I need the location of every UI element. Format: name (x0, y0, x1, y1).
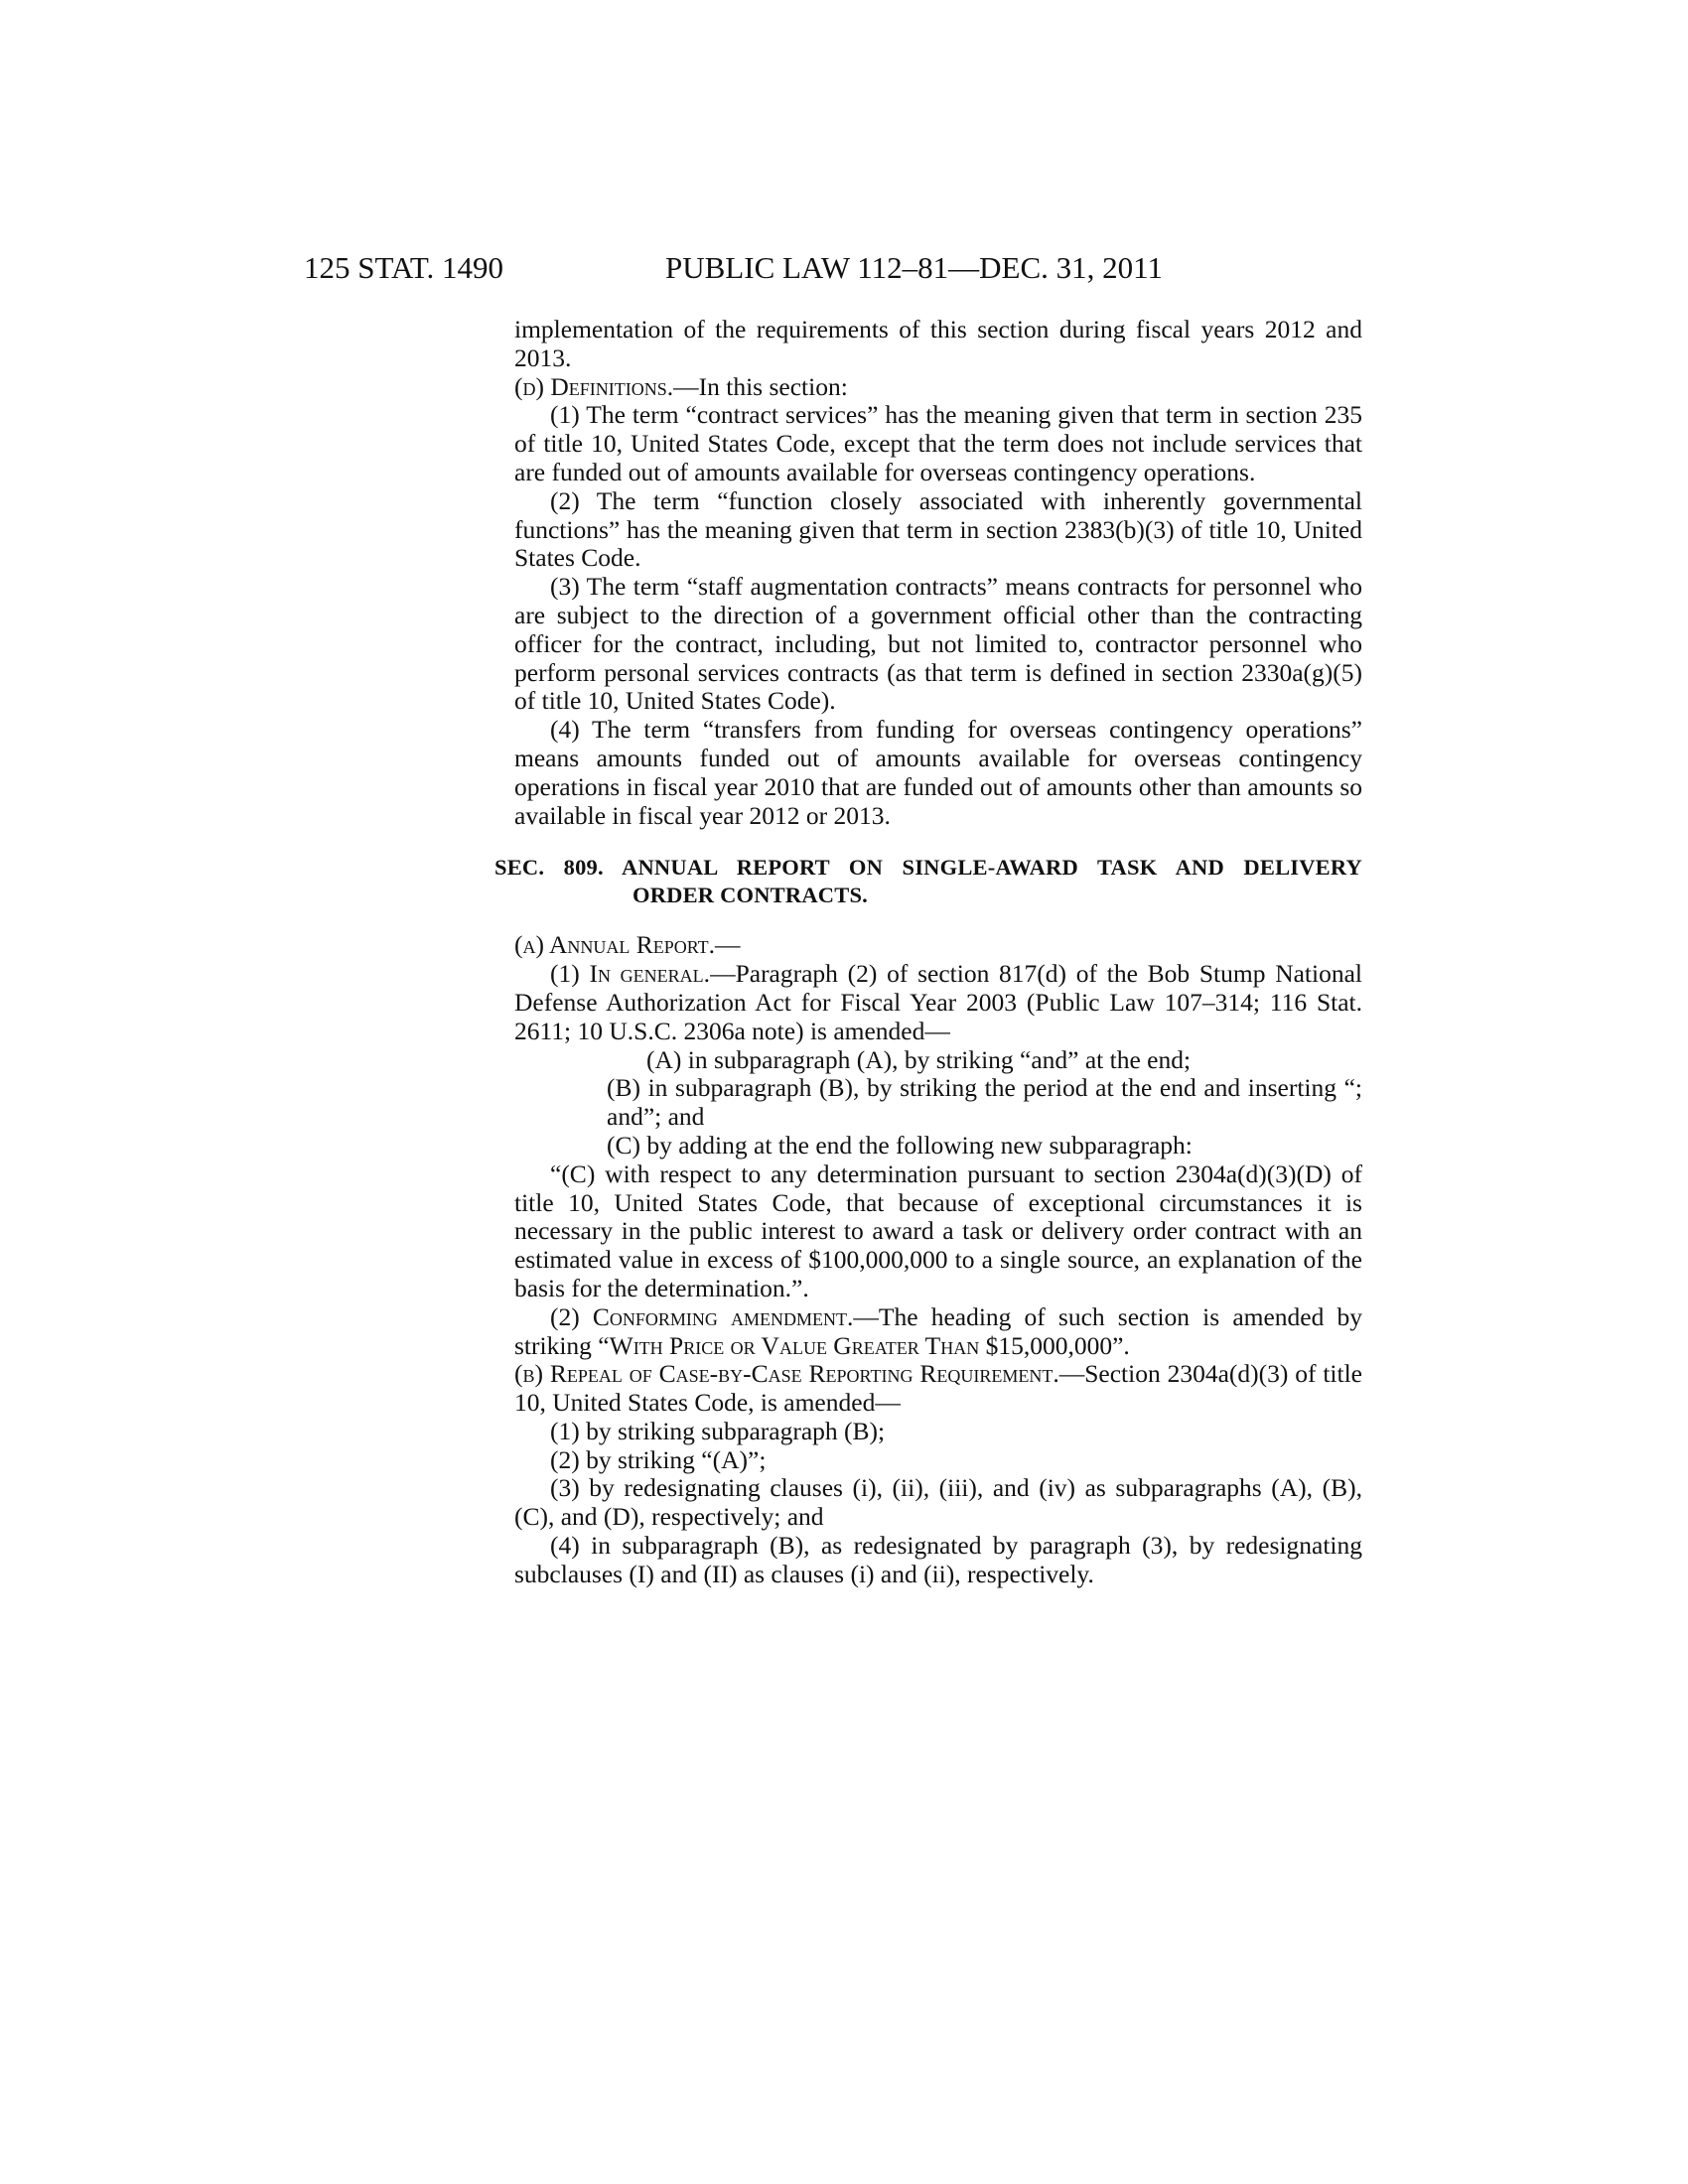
continued-paragraph: implementation of the requirements of this section during fiscal years 2012 and 2013. (514, 315, 1362, 372)
statute-page-number: 125 STAT. 1490 (304, 250, 504, 285)
paragraph-b4: (4) in subparagraph (B), as redesignated by paragraph (3), by redesignating subclauses (I) and (II) as clauses (i) and (ii), respectively. (514, 1531, 1362, 1588)
paragraph-a2-struck-heading: With Price or Value Greater Than (609, 1330, 980, 1360)
paragraph-a2-text-1: —The heading of such section is amended by striking “ (514, 1301, 1362, 1360)
definition-1: (1) The term “contract services” has the meaning given that term in section 235 of title 10, United States Code, except that the term does not include services that are funded out of amounts available for overseas contingency operations. (514, 400, 1362, 486)
paragraph-a1-text: —Paragraph (2) of section 817(d) of the Bob Stump National Defense Authorization Act for Fiscal Year 2003 (Public Law 107–314; 116 Stat. 2611; 10 U.S.C. 2306a note) is amended— (514, 959, 1363, 1045)
definition-2: (2) The term “function closely associated with inherently governmental functions” has the meaning given that term in section 2383(b)(3) of title 10, United States Code. (514, 485, 1362, 573)
section-heading-line-1: SEC. 809. ANNUAL REPORT ON SINGLE-AWARD TASK AND DELIVERY (494, 855, 1362, 881)
paragraph-a2-heading: (2) Conforming amendment. (550, 1301, 854, 1331)
document-body (494, 315, 1363, 1589)
paragraph-b1: (1) by striking subparagraph (B); (550, 1416, 886, 1445)
paragraph-a1-heading: (1) In general. (550, 959, 711, 989)
public-law-title: PUBLIC LAW 112–81—DEC. 31, 2011 (665, 250, 1163, 285)
subsection-a-heading (514, 931, 1362, 960)
subparagraph-c (567, 1132, 1362, 1160)
quoted-amendment: “(C) with respect to any determination pursuant to section 2304a(d)(3)(D) of title 10, United States Code, that because of exceptional circumstances it is necessary in the public interest to award a task or delivery order contract with an estimated value in excess of $100,000,000 to a single source, an explanation of the basis for the determination.”. (514, 1159, 1362, 1302)
subsection-b-text: —Section 2304a(d)(3) of title 10, United States Code, is amended— (514, 1359, 1363, 1418)
section-heading (494, 854, 1362, 909)
subparagraph-c-text: (C) by adding at the end the following new subparagraph: (607, 1130, 1193, 1160)
subsection-d-text: —In this section: (673, 371, 848, 401)
subsection-b (514, 1360, 1362, 1418)
paragraph-b3: (3) by redesignating clauses (i), (ii), (iii), and (iv) as subparagraphs (A), (B), (C), and (D), respectively; and (514, 1473, 1362, 1532)
page-header (0, 248, 1688, 288)
section-heading-line-2: ORDER CONTRACTS. (633, 883, 868, 908)
subparagraph-a: (A) in subparagraph (A), by striking “and” at the end; (646, 1044, 1192, 1074)
subsection-a-label: (a) Annual Report.— (514, 930, 741, 960)
subsection-d-heading: (d) Definitions. (514, 371, 674, 401)
paragraph-b2: (2) by striking “(A)”; (550, 1444, 767, 1474)
paragraph-a2-text-2: $15,000,000”. (979, 1330, 1130, 1360)
subparagraph-b (567, 1074, 1362, 1132)
subsection-d (514, 373, 1362, 402)
definition-4: (4) The term “transfers from funding for overseas contingency operations” means amounts funded out of amounts available for overseas contingency operations in fiscal year 2010 that are funded out of amounts other than amounts so available in fiscal year 2012 or 2013. (514, 715, 1362, 830)
subparagraph-list (514, 1046, 1362, 1160)
definition-3: (3) The term “staff augmentation contracts” means contracts for personnel who are subject to the direction of a government official other than the contracting officer for the contract, including, but not limited to, contractor personnel who perform personal services contracts (as that term is defined in section 2330a(g)(5) of title 10, United States Code). (514, 572, 1362, 716)
paragraph-a2 (514, 1303, 1362, 1361)
subparagraph-b-text: (B) in subparagraph (B), by striking the period at the end and inserting “; and”; and (607, 1073, 1362, 1132)
paragraph-a1 (514, 960, 1362, 1045)
subsection-b-heading: (b) Repeal of Case-by-Case Reporting Requirement. (514, 1359, 1059, 1389)
